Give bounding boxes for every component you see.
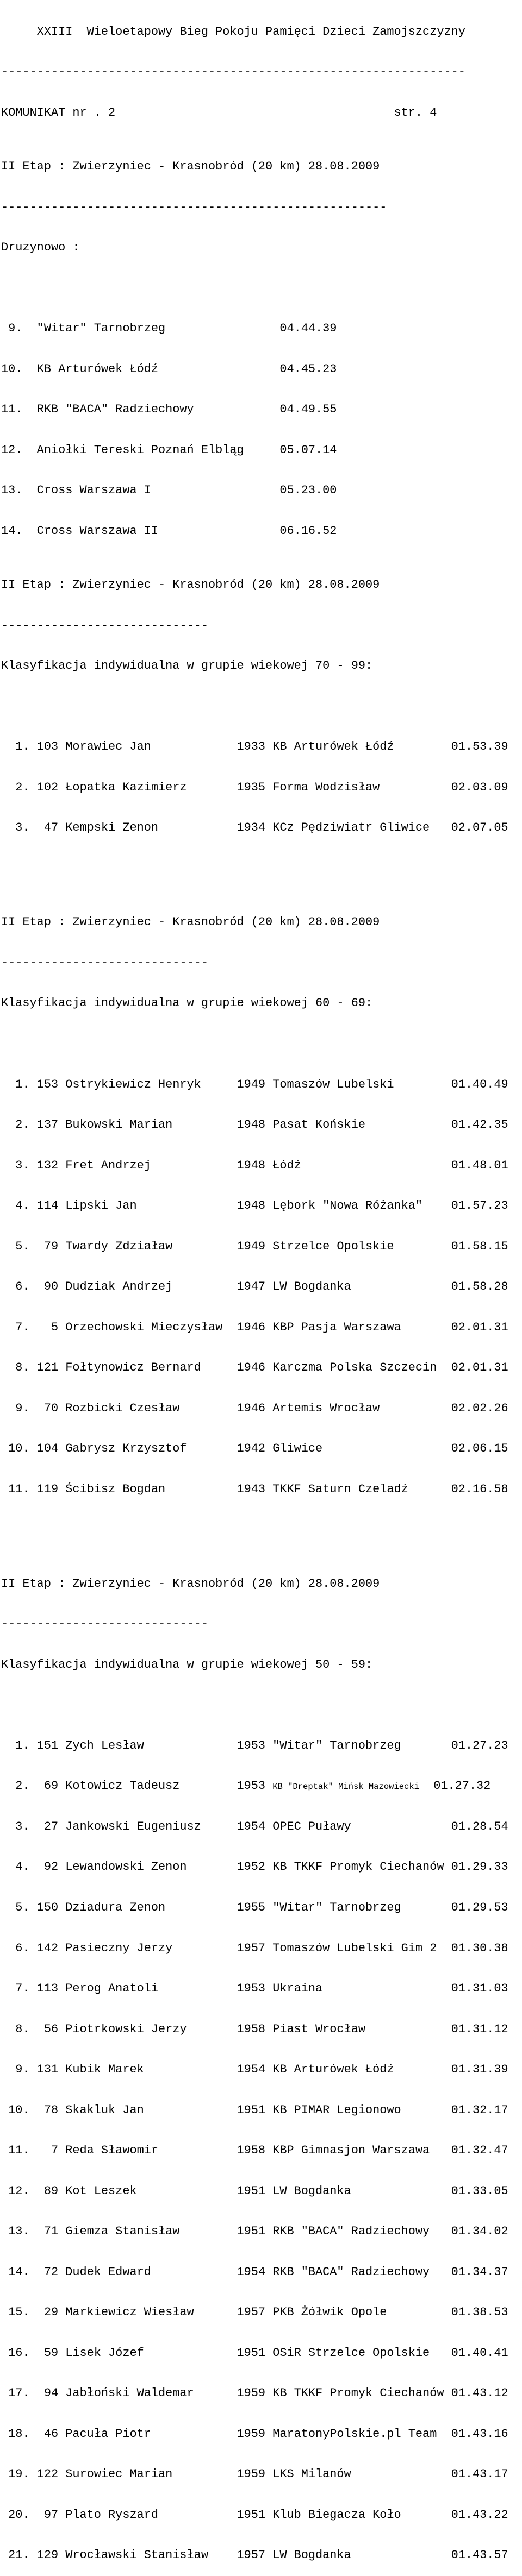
team-row: 11. RKB "BACA" Radziechowy 04.49.55 bbox=[1, 403, 337, 417]
result-row: 20. 97 Plato Ryszard 1951 Klub Biegacza Koło 01.43.22 bbox=[1, 2508, 508, 2522]
blank-line bbox=[1, 282, 508, 296]
result-row: 1. 151 Zych Lesław 1953 "Witar" Tarnobrzeg 01.27.23 bbox=[1, 1738, 508, 1752]
result-row: 18. 46 Pacuła Piotr 1959 MaratonyPolskie.pl Team 01.43.16 bbox=[1, 2427, 508, 2441]
result-row: 2. 102 Łopatka Kazimierz 1935 Forma Wodzisław 02.03.09 bbox=[1, 780, 508, 794]
result-row: 9. 70 Rozbicki Czesław 1946 Artemis Wrocław 02.02.26 bbox=[1, 1401, 508, 1415]
result-row: 10. 104 Gabrysz Krzysztof 1942 Gliwice 02.06.15 bbox=[1, 1442, 508, 1456]
result-row: 3. 132 Fret Andrzej 1948 Łódź 01.48.01 bbox=[1, 1158, 508, 1172]
result-row: 6. 90 Dudziak Andrzej 1947 LW Bogdanka 01.58.28 bbox=[1, 1280, 508, 1294]
team-row: 12. Aniołki Tereski Poznań Elbląg 05.07.14 bbox=[1, 443, 337, 457]
section-stage-line: II Etap : Zwierzyniec - Krasnobród (20 km) 28.08.2009 bbox=[1, 915, 380, 929]
result-row: 11. 119 Ścibisz Bogdan 1943 TKKF Saturn Czeladź 02.16.58 bbox=[1, 1482, 508, 1496]
team-heading: Druzynowo : bbox=[1, 241, 80, 255]
result-row: 6. 142 Pasieczny Jerzy 1957 Tomaszów Lubelski Gim 2 01.30.38 bbox=[1, 1941, 508, 1955]
result-row: 5. 79 Twardy Zdziaław 1949 Strzelce Opolskie 01.58.15 bbox=[1, 1239, 508, 1253]
blank-line bbox=[1, 1038, 508, 1051]
result-row-prefix: 2. 69 Kotowicz Tadeusz 1953 bbox=[1, 1779, 273, 1793]
result-row: 7. 113 Perog Anatoli 1953 Ukraina 01.31.03 bbox=[1, 1982, 508, 1996]
result-row: 19. 122 Surowiec Marian 1959 LKS Milanów 01.43.17 bbox=[1, 2467, 508, 2481]
result-row: 7. 5 Orzechowski Mieczysław 1946 KBP Pasja Warszawa 02.01.31 bbox=[1, 1320, 508, 1334]
result-row: 5. 150 Dziadura Zenon 1955 "Witar" Tarnobrzeg 01.29.53 bbox=[1, 1900, 508, 1914]
result-row: 3. 47 Kempski Zenon 1934 KCz Pędziwiatr Gliwice 02.07.05 bbox=[1, 821, 508, 835]
result-row-club-small: KB "Dreptak" Mińsk Mazowiecki bbox=[272, 1782, 419, 1792]
section-heading: Klasyfikacja indywidualna w grupie wiekowej 70 - 99: bbox=[1, 659, 373, 673]
result-row: 1. 153 Ostrykiewicz Henryk 1949 Tomaszów Lubelski 01.40.49 bbox=[1, 1077, 508, 1091]
result-row bbox=[1, 1780, 508, 1793]
result-row: 3. 27 Jankowski Eugeniusz 1954 OPEC Puławy 01.28.54 bbox=[1, 1819, 508, 1833]
page-number: str. 4 bbox=[394, 105, 437, 120]
result-row: 16. 59 Lisek Józef 1951 OSiR Strzelce Opolskie 01.40.41 bbox=[1, 2346, 508, 2360]
result-row: 8. 121 Fołtynowicz Bernard 1946 Karczma Polska Szczecin 02.01.31 bbox=[1, 1361, 508, 1375]
section-rule: ----------------------------- bbox=[1, 956, 208, 970]
team-rule: ------------------------------------------------------ bbox=[1, 200, 387, 214]
communique-number: KOMUNIKAT nr . 2 bbox=[1, 105, 116, 120]
section-rule: ----------------------------- bbox=[1, 618, 208, 632]
result-row: 17. 94 Jabłoński Waldemar 1959 KB TKKF Promyk Ciechanów 01.43.12 bbox=[1, 2386, 508, 2401]
result-row: 14. 72 Dudek Edward 1954 RKB "BACA" Radziechowy 01.34.37 bbox=[1, 2265, 508, 2279]
title-rule: ----------------------------------------------------------------- bbox=[1, 65, 465, 79]
result-row: 9. 131 Kubik Marek 1954 KB Arturówek Łódź 01.31.39 bbox=[1, 2063, 508, 2077]
team-row: 10. KB Arturówek Łódź 04.45.23 bbox=[1, 362, 337, 376]
section-heading: Klasyfikacja indywidualna w grupie wiekowej 60 - 69: bbox=[1, 996, 373, 1010]
section-heading: Klasyfikacja indywidualna w grupie wiekowej 50 - 59: bbox=[1, 1657, 373, 1672]
team-row: 14. Cross Warszawa II 06.16.52 bbox=[1, 524, 337, 538]
document-title: XXIII Wieloetapowy Bieg Pokoju Pamięci Dzieci Zamojszczyzny bbox=[1, 24, 465, 39]
communique-line bbox=[1, 106, 508, 120]
results-document bbox=[1, 0, 508, 2576]
section-stage-line: II Etap : Zwierzyniec - Krasnobród (20 km) 28.08.2009 bbox=[1, 578, 380, 592]
blank-line bbox=[1, 1523, 508, 1537]
result-row: 1. 103 Morawiec Jan 1933 KB Arturówek Łódź 01.53.39 bbox=[1, 740, 508, 754]
result-row: 21. 129 Wrocławski Stanisław 1957 LW Bogdanka 01.43.57 bbox=[1, 2548, 508, 2562]
blank-line bbox=[1, 700, 508, 714]
result-row: 13. 71 Giemza Stanisław 1951 RKB "BACA" Radziechowy 01.34.02 bbox=[1, 2225, 508, 2239]
result-row: 8. 56 Piotrkowski Jerzy 1958 Piast Wrocław 01.31.12 bbox=[1, 2022, 508, 2036]
result-row: 11. 7 Reda Sławomir 1958 KBP Gimnasjon Warszawa 01.32.47 bbox=[1, 2144, 508, 2158]
blank-line bbox=[1, 1699, 508, 1712]
section-stage-line: II Etap : Zwierzyniec - Krasnobród (20 km) 28.08.2009 bbox=[1, 1576, 380, 1591]
team-row: 13. Cross Warszawa I 05.23.00 bbox=[1, 483, 337, 498]
section-rule: ----------------------------- bbox=[1, 1617, 208, 1631]
result-row-time: 01.27.32 bbox=[419, 1779, 491, 1793]
result-row: 4. 92 Lewandowski Zenon 1952 KB TKKF Promyk Ciechanów 01.29.33 bbox=[1, 1860, 508, 1874]
result-row: 4. 114 Lipski Jan 1948 Lębork "Nowa Różanka" 01.57.23 bbox=[1, 1199, 508, 1213]
team-stage-line: II Etap : Zwierzyniec - Krasnobród (20 km) 28.08.2009 bbox=[1, 160, 380, 174]
blank-line bbox=[1, 862, 508, 876]
result-row: 10. 78 Skakluk Jan 1951 KB PIMAR Legionowo 01.32.17 bbox=[1, 2103, 508, 2117]
team-row: 9. "Witar" Tarnobrzeg 04.44.39 bbox=[1, 322, 337, 336]
result-row: 15. 29 Markiewicz Wiesław 1957 PKB Żółwik Opole 01.38.53 bbox=[1, 2305, 508, 2320]
result-row: 12. 89 Kot Leszek 1951 LW Bogdanka 01.33.05 bbox=[1, 2184, 508, 2198]
result-row: 2. 137 Bukowski Marian 1948 Pasat Końskie 01.42.35 bbox=[1, 1118, 508, 1132]
